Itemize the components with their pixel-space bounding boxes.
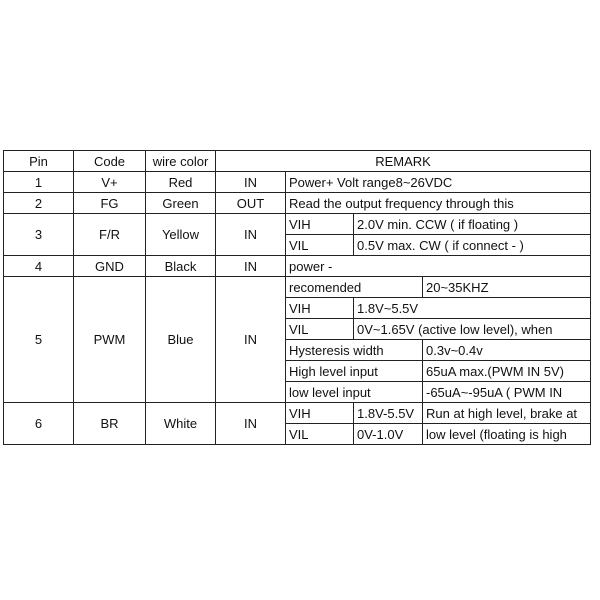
pin-code: V+ (74, 172, 146, 193)
pin-definition-table (3, 150, 591, 445)
io-direction: IN (216, 256, 286, 277)
brake-note-line2: low level (floating is high (423, 424, 591, 445)
recommended-label: recomended (286, 277, 423, 298)
pin-number: 5 (4, 277, 74, 403)
hysteresis-value: 0.3v~0.4v (423, 340, 591, 361)
table-header-row (4, 151, 591, 172)
pin-code: BR (74, 403, 146, 445)
remark-text: Power+ Volt range8~26VDC (286, 172, 591, 193)
hysteresis-label: Hysteresis width (286, 340, 423, 361)
wire-color: Red (146, 172, 216, 193)
table-row (4, 172, 591, 193)
pin-number: 4 (4, 256, 74, 277)
remark-text: power - (286, 256, 591, 277)
table-row (4, 193, 591, 214)
pin-number: 3 (4, 214, 74, 256)
pin-code: GND (74, 256, 146, 277)
wire-color: Black (146, 256, 216, 277)
brake-note-line1: Run at high level, brake at (423, 403, 591, 424)
header-remark: REMARK (216, 151, 591, 172)
wire-color: Green (146, 193, 216, 214)
pin-number: 6 (4, 403, 74, 445)
vih-value: 2.0V min. CCW ( if floating ) (354, 214, 591, 235)
vih-label: VIH (286, 214, 354, 235)
low-level-input-value: -65uA~-95uA ( PWM IN (423, 382, 591, 403)
vil-label: VIL (286, 424, 354, 445)
io-direction: IN (216, 172, 286, 193)
vih-label: VIH (286, 298, 354, 319)
pin-code: PWM (74, 277, 146, 403)
vil-value: 0V-1.0V (354, 424, 423, 445)
pin-code: FG (74, 193, 146, 214)
vil-label: VIL (286, 235, 354, 256)
wire-color: White (146, 403, 216, 445)
vih-label: VIH (286, 403, 354, 424)
pin-number: 2 (4, 193, 74, 214)
header-code: Code (74, 151, 146, 172)
vih-value: 1.8V-5.5V (354, 403, 423, 424)
pin-code: F/R (74, 214, 146, 256)
high-level-input-label: High level input (286, 361, 423, 382)
vil-value: 0.5V max. CW ( if connect - ) (354, 235, 591, 256)
table-row (4, 277, 591, 298)
low-level-input-label: low level input (286, 382, 423, 403)
pin-number: 1 (4, 172, 74, 193)
recommended-value: 20~35KHZ (423, 277, 591, 298)
remark-text: Read the output frequency through this (286, 193, 591, 214)
table-row (4, 214, 591, 235)
table-row (4, 403, 591, 424)
wire-color: Blue (146, 277, 216, 403)
high-level-input-value: 65uA max.(PWM IN 5V) (423, 361, 591, 382)
io-direction: IN (216, 214, 286, 256)
io-direction: OUT (216, 193, 286, 214)
io-direction: IN (216, 277, 286, 403)
vih-value: 1.8V~5.5V (354, 298, 591, 319)
header-wire-color: wire color (146, 151, 216, 172)
vil-label: VIL (286, 319, 354, 340)
header-pin: Pin (4, 151, 74, 172)
wire-color: Yellow (146, 214, 216, 256)
table-row (4, 256, 591, 277)
io-direction: IN (216, 403, 286, 445)
vil-value: 0V~1.65V (active low level), when (354, 319, 591, 340)
